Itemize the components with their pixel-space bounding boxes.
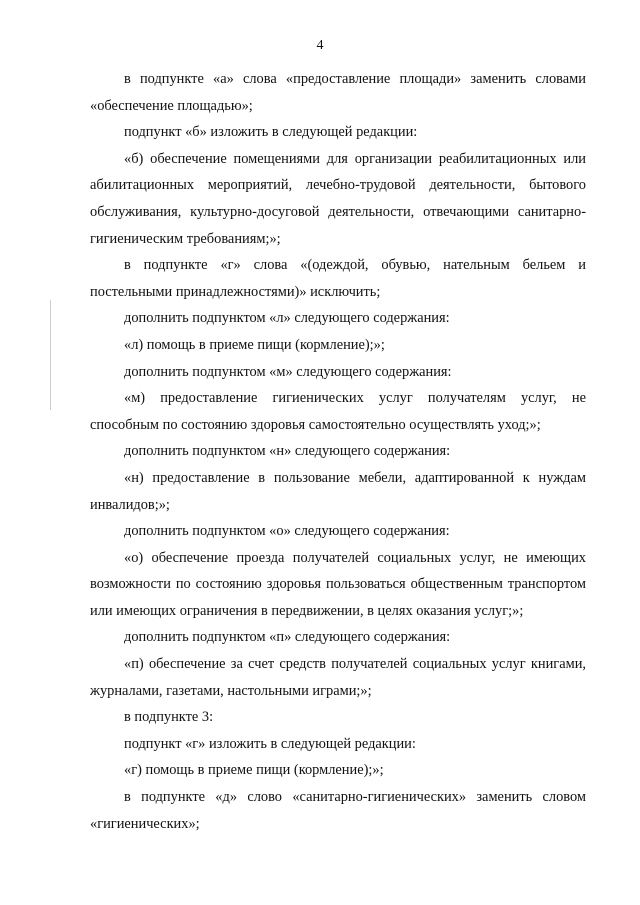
paragraph-9: дополнить подпунктом «н» следующего содержания: (124, 443, 451, 460)
scan-artifact (50, 300, 51, 410)
paragraph-7: дополнить подпунктом «м» следующего содержания: (124, 363, 452, 380)
paragraph-3: «б) обеспечение помещениями для организации реабилитационных или абилитационных мероприятий, лечебно-трудовой деятельности, бытового обслуживания, культурно-досуговой деятельности, отвечающими санитарно-гигиеническим требованиям;»; (90, 150, 586, 247)
paragraph-5: дополнить подпунктом «л» следующего содержания: (124, 310, 450, 327)
paragraph-16: подпункт «г» изложить в следующей редакции: (124, 735, 416, 752)
document-body (90, 66, 586, 837)
paragraph-1: в подпункте «а» слова «предоставление площади» заменить словами «обеспечение площадью»; (90, 71, 586, 114)
paragraph-13: дополнить подпунктом «п» следующего содержания: (124, 629, 451, 646)
paragraph-15: в подпункте 3: (124, 709, 214, 726)
paragraph-6: «л) помощь в приеме пищи (кормление);»; (124, 336, 385, 353)
paragraph-10: «н) предоставление в пользование мебели, адаптированной к нуждам инвалидов;»; (90, 469, 586, 513)
paragraph-17: «г) помощь в приеме пищи (кормление);»; (124, 762, 384, 779)
page-number: 4 (316, 38, 324, 53)
paragraph-2: подпункт «б» изложить в следующей редакции: (124, 124, 418, 141)
paragraph-4: в подпункте «г» слова «(одеждой, обувью, нательным бельем и постельными принадлежностями)» исключить; (90, 257, 586, 300)
paragraph-14: «п) обеспечение за счет средств получателей социальных услуг книгами, журналами, газетами, настольными играми;»; (90, 656, 586, 699)
paragraph-11: дополнить подпунктом «о» следующего содержания: (124, 523, 450, 540)
paragraph-8: «м) предоставление гигиенических услуг получателям услуг, не способным по состоянию здоровья самостоятельно осуществлять уход;»; (90, 390, 586, 433)
paragraph-12: «о) обеспечение проезда получателей социальных услуг, не имеющих возможности по состоянию здоровья пользоваться общественным транспортом или имеющих ограничения в передвижении, в целях оказания услуг;»; (90, 549, 586, 619)
paragraph-18: в подпункте «д» слово «санитарно-гигиенических» заменить словом «гигиенических»; (90, 789, 586, 832)
